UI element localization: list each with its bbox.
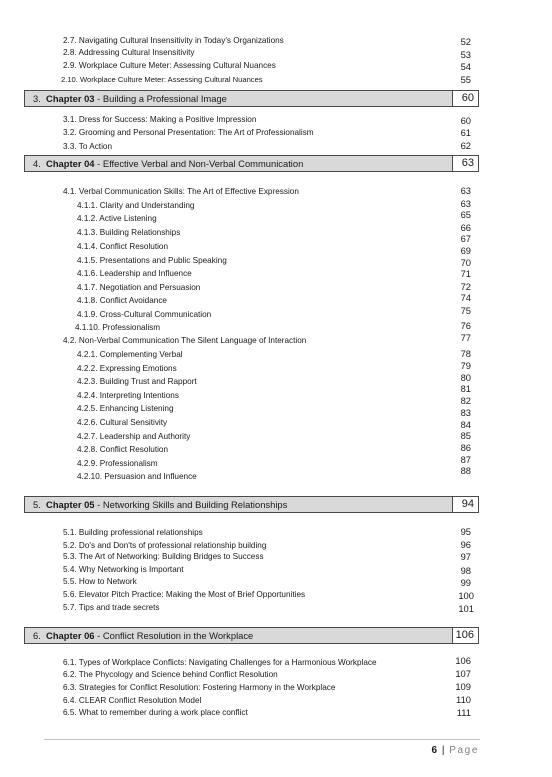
- toc-entry[interactable]: 6.4. CLEAR Conflict Resolution Model: [63, 696, 202, 705]
- toc-entry-page: 76: [460, 320, 471, 331]
- toc-entry[interactable]: 6.2. The Phycology and Science behind Conflict Resolution: [63, 670, 278, 679]
- toc-entry-page: 62: [460, 140, 471, 151]
- toc-entry[interactable]: 5.5. How to Network: [63, 577, 137, 586]
- chapter-heading-6[interactable]: [24, 627, 479, 644]
- toc-entry-page: 82: [460, 395, 471, 406]
- toc-entry[interactable]: 5.1. Building professional relationships: [63, 528, 203, 537]
- toc-entry-page: 87: [460, 454, 471, 465]
- toc-entry-page: 60: [460, 115, 471, 126]
- toc-entry-page: 79: [460, 360, 471, 371]
- toc-entry[interactable]: 4.1.8. Conflict Avoidance: [77, 296, 167, 305]
- toc-entry[interactable]: 6.3. Strategies for Conflict Resolution: Fostering Harmony in the Workplace: [63, 683, 336, 692]
- toc-entry-page: 61: [460, 127, 471, 138]
- toc-entry[interactable]: 4.2.1. Complementing Verbal: [77, 350, 183, 359]
- footer-separator: |: [441, 745, 445, 756]
- chapter-heading-4[interactable]: [24, 155, 479, 172]
- toc-entry-page: 63: [460, 185, 471, 196]
- toc-entry-page: 111: [456, 707, 471, 718]
- chapter-heading-3[interactable]: [24, 90, 479, 107]
- toc-entry-page: 109: [455, 681, 471, 692]
- toc-entry-page: 86: [460, 442, 471, 453]
- toc-entry-page: 84: [460, 419, 471, 430]
- toc-entry[interactable]: 4.2.10. Persuasion and Influence: [77, 472, 197, 481]
- toc-entry[interactable]: 4.2.7. Leadership and Authority: [77, 432, 191, 441]
- toc-entry-page: 55: [460, 74, 471, 85]
- toc-entry[interactable]: 5.6. Elevator Pitch Practice: Making the Most of Brief Opportunities: [63, 590, 306, 599]
- toc-entry[interactable]: 2.10. Workplace Culture Meter: Assessing Cultural Nuances: [61, 75, 263, 84]
- toc-entry[interactable]: 4.2. Non-Verbal Communication The Silent Language of Interaction: [63, 336, 307, 345]
- toc-entry-page: 81: [460, 383, 471, 394]
- toc-entry[interactable]: 4.1.10. Professionalism: [75, 323, 161, 332]
- chapter-title: 5. Chapter 05 - Networking Skills and Building Relationships: [33, 498, 288, 510]
- chapter-page-number: 60: [452, 91, 478, 106]
- toc-entry[interactable]: 4.1. Verbal Communication Skills: The Art of Effective Expression: [63, 187, 299, 196]
- toc-entry-page: 100: [458, 590, 474, 601]
- toc-entry-page: 71: [460, 268, 471, 279]
- toc-entry[interactable]: 4.1.2. Active Listening: [77, 214, 157, 223]
- toc-entry-page: 52: [460, 36, 471, 47]
- toc-entry[interactable]: 4.2.2. Expressing Emotions: [77, 364, 177, 373]
- page-footer: [432, 745, 480, 757]
- toc-entry-page: 95: [460, 526, 471, 537]
- toc-entry[interactable]: 4.2.5. Enhancing Listening: [77, 404, 174, 413]
- toc-entry-page: 65: [460, 209, 471, 220]
- toc-entry-page: 66: [460, 222, 471, 233]
- toc-entry-page: 110: [456, 694, 471, 705]
- toc-entry-page: 85: [460, 430, 471, 441]
- toc-entry-page: 80: [460, 372, 471, 383]
- footer-page-word: Page: [449, 745, 479, 756]
- chapter-title: 4. Chapter 04 - Effective Verbal and Non-Verbal Communication: [33, 157, 304, 169]
- toc-entry-page: 74: [460, 292, 471, 303]
- toc-entry-page: 75: [460, 305, 471, 316]
- toc-entry[interactable]: 4.2.6. Cultural Sensitivity: [77, 418, 168, 427]
- toc-entry-page: 106: [455, 655, 471, 666]
- toc-entry[interactable]: 5.3. The Art of Networking: Building Bridges to Success: [63, 552, 264, 561]
- toc-entry[interactable]: 6.1. Types of Workplace Conflicts: Navigating Challenges for a Harmonious Workplace: [63, 658, 377, 667]
- toc-entry[interactable]: 5.4. Why Networking is Important: [63, 565, 184, 574]
- toc-entry-page: 107: [455, 668, 471, 679]
- toc-entry[interactable]: 5.2. Do's and Don'ts of professional relationship building: [63, 541, 267, 550]
- toc-entry[interactable]: 4.1.4. Conflict Resolution: [77, 242, 169, 251]
- toc-entry-page: 63: [460, 198, 471, 209]
- toc-entry-page: 53: [460, 49, 471, 60]
- chapter-title: 6. Chapter 06 - Conflict Resolution in the Workplace: [33, 629, 254, 641]
- toc-entry-page: 69: [460, 245, 471, 256]
- toc-entry[interactable]: 5.7. Tips and trade secrets: [63, 603, 160, 612]
- toc-entry[interactable]: 6.5. What to remember during a work place conflict: [63, 708, 248, 717]
- toc-entry[interactable]: 4.1.1. Clarity and Understanding: [77, 201, 195, 210]
- toc-entry[interactable]: 2.9. Workplace Culture Meter: Assessing Cultural Nuances: [63, 61, 276, 70]
- toc-entry-page: 88: [460, 465, 471, 476]
- toc-entry[interactable]: 2.7. Navigating Cultural Insensitivity in Today's Organizations: [63, 36, 284, 45]
- toc-entry[interactable]: 4.1.9. Cross-Cultural Communication: [77, 310, 212, 319]
- toc-entry-page: 99: [460, 577, 471, 588]
- toc-entry[interactable]: 2.8. Addressing Cultural Insensitivity: [63, 48, 195, 57]
- toc-entry-page: 83: [460, 407, 471, 418]
- toc-entry-page: 97: [460, 551, 471, 562]
- footer-page-number: 6: [431, 745, 438, 756]
- toc-entry-page: 54: [460, 61, 471, 72]
- toc-entry-page: 101: [458, 603, 474, 614]
- chapter-title: 3. Chapter 03 - Building a Professional Image: [33, 92, 227, 104]
- toc-entry-page: 70: [460, 257, 471, 268]
- toc-entry[interactable]: 4.2.8. Conflict Resolution: [77, 445, 169, 454]
- chapter-page-number: 63: [452, 156, 478, 171]
- toc-entry[interactable]: 4.1.5. Presentations and Public Speaking: [77, 256, 227, 265]
- toc-entry[interactable]: 3.3. To Action: [63, 142, 113, 151]
- toc-entry-page: 77: [460, 332, 471, 343]
- toc-entry-page: 96: [460, 539, 471, 550]
- toc-entry[interactable]: 4.2.3. Building Trust and Rapport: [77, 377, 197, 386]
- toc-entry-page: 72: [460, 281, 471, 292]
- chapter-page-number: 106: [452, 628, 478, 643]
- toc-entry[interactable]: 4.1.6. Leadership and Influence: [77, 269, 192, 278]
- toc-entry[interactable]: 4.1.7. Negotiation and Persuasion: [77, 283, 201, 292]
- footer-divider: [44, 739, 480, 740]
- chapter-heading-5[interactable]: [24, 496, 479, 513]
- toc-entry[interactable]: 4.2.4. Interpreting Intentions: [77, 391, 179, 400]
- toc-entry-page: 98: [460, 565, 471, 576]
- toc-entry[interactable]: 4.1.3. Building Relationships: [77, 228, 181, 237]
- toc-entry[interactable]: 3.1. Dress for Success: Making a Positive Impression: [63, 115, 257, 124]
- toc-entry[interactable]: 4.2.9. Professionalism: [77, 459, 158, 468]
- toc-entry-page: 67: [460, 233, 471, 244]
- toc-entry-page: 78: [460, 348, 471, 359]
- toc-entry[interactable]: 3.2. Grooming and Personal Presentation: The Art of Professionalism: [63, 128, 314, 137]
- chapter-page-number: 94: [452, 497, 478, 512]
